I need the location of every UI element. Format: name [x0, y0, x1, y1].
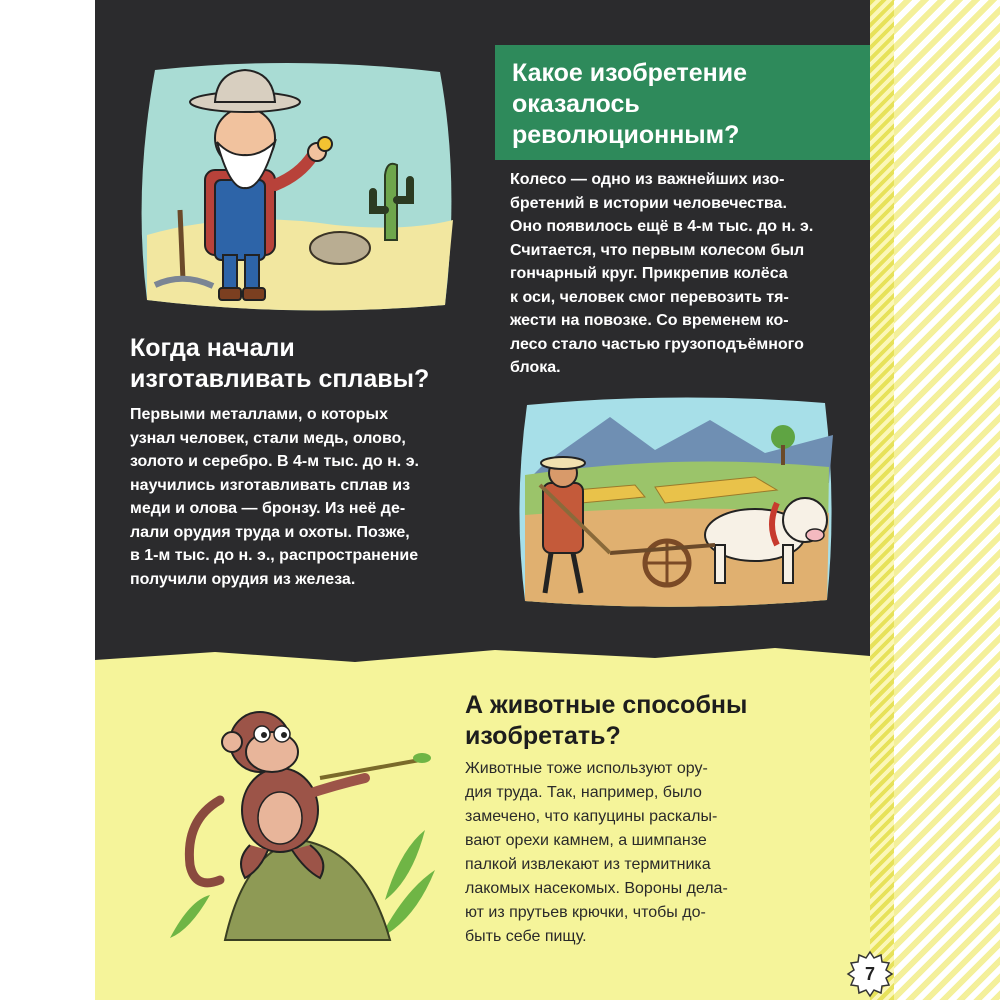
wheel-text: Колесо — одно из важнейших изо- бретений в истории человечества. Оно появилось ещё в 4-м тыс. до н. э. Считается, что первым колесом был гончарный круг. Прикрепив колёса к оси, человек смог перевозить тя- жести на повозке. Со временем ко- лесо стало частью грузоподъёмного блока. [510, 171, 814, 376]
prospector-illustration [135, 60, 460, 315]
wheel-heading: Какое изобретение оказалось революционным? [512, 59, 748, 149]
page-number-badge [846, 950, 894, 998]
animals-heading: А животные способны изобретать? [465, 691, 748, 750]
alloys-heading: Когда начали изготавливать сплавы? [130, 334, 430, 393]
animals-text: Животные тоже используют ору- дия труда. Так, например, было замечено, что капуцины раскалы- вают орехи камнем, а шимпанзе палкой извлекают из термитника лакомых насекомых. Вороны дела- ют из прутьев крючки, чтобы до- быть себе пищу. [465, 760, 728, 945]
plowing-illustration [515, 395, 835, 610]
page-number: 7 [864, 964, 875, 984]
striped-page-edge [870, 0, 1000, 1000]
alloys-text: Первыми металлами, о которых узнал человек, стали медь, олово, золото и серебро. В 4-м тыс. до н. э. научились изготавливать сплав из меди и олова — бронзу. Из неё де- лали орудия труда и охоты. Позже, в 1-м тыс. до н. э., распространение получили орудия из железа. [130, 406, 419, 588]
monkey-illustration [150, 700, 440, 955]
